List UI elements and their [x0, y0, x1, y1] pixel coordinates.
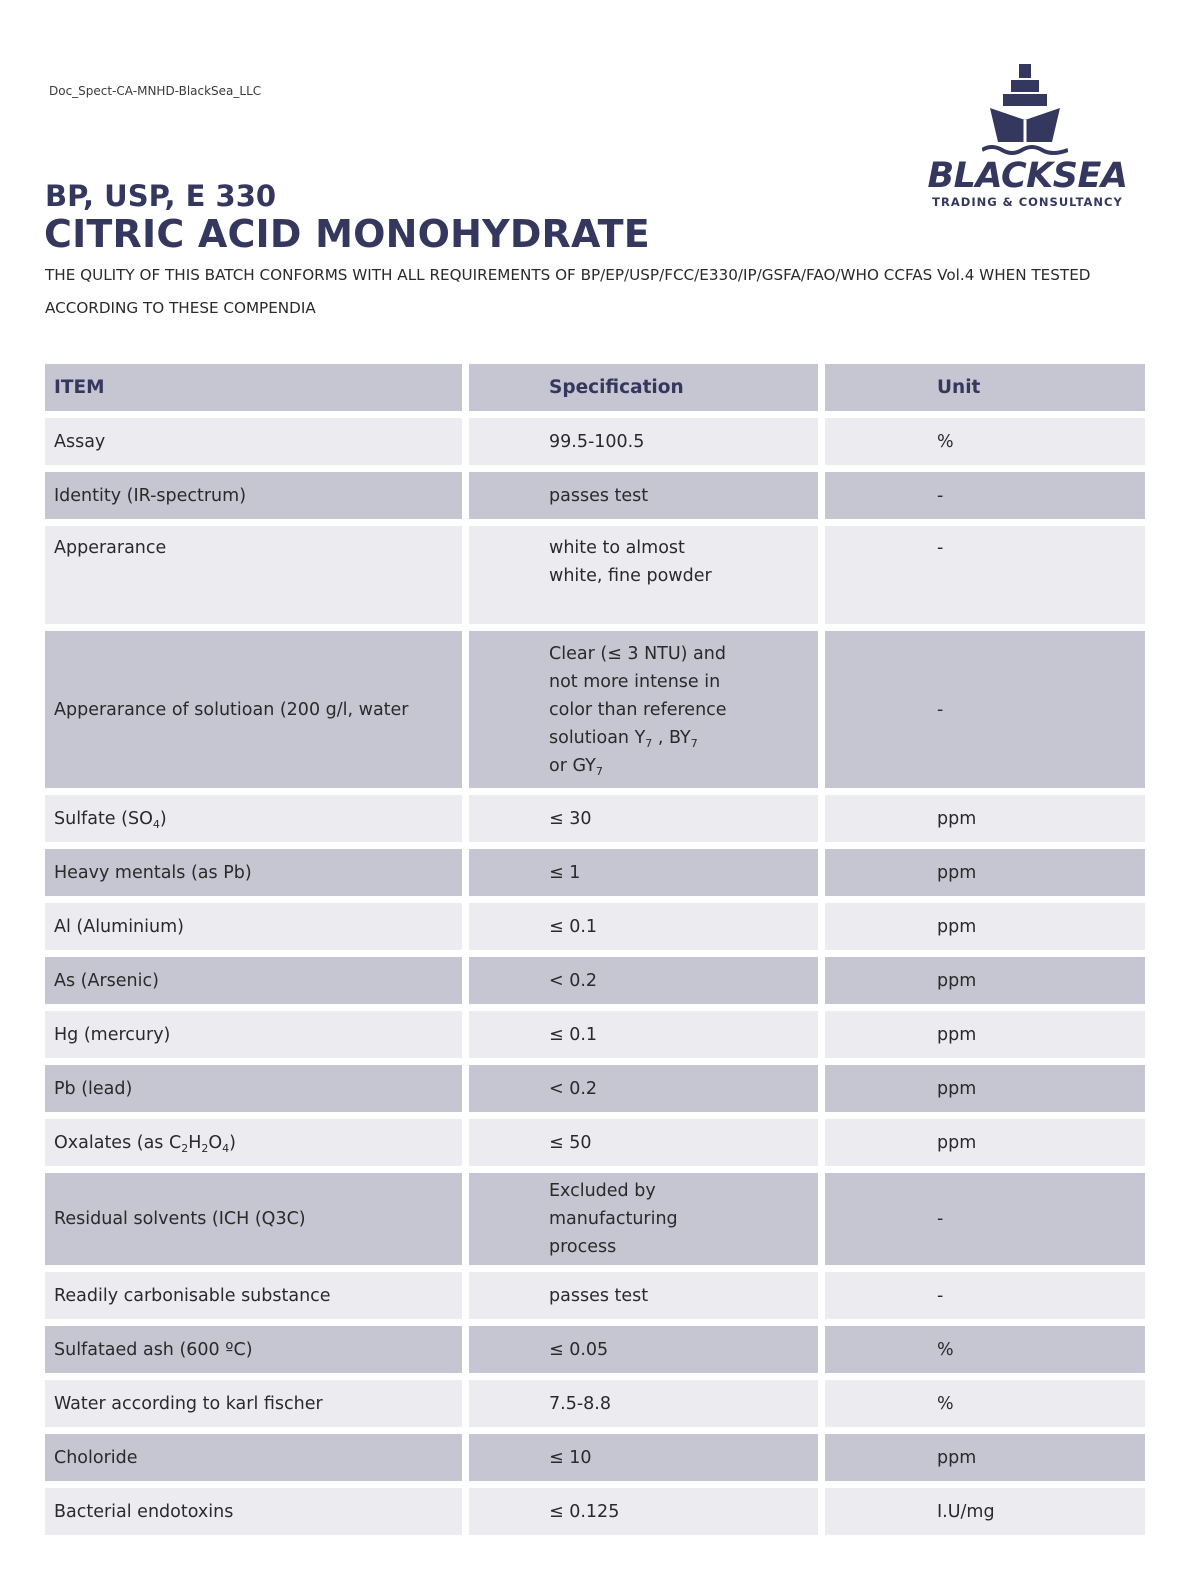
unit-cell: ppm — [825, 957, 1145, 1004]
item-cell: Water according to karl fischer — [45, 1380, 462, 1427]
specification-cell: passes test — [469, 1272, 818, 1319]
table-row — [45, 849, 1145, 896]
logo-brand-name: BLACKSEA — [927, 156, 1128, 196]
conformance-statement: THE QULITY OF THIS BATCH CONFORMS WITH ALL REQUIREMENTS OF BP/EP/USP/FCC/E330/IP/GSFA/FAO/WHO CCFAS Vol.4 WHEN TESTED ACCORDING TO THESE COMPENDIA — [45, 266, 1091, 317]
item-cell: Readily carbonisable substance — [45, 1272, 462, 1319]
table-row — [45, 526, 1145, 624]
table-row — [45, 418, 1145, 465]
specification-cell: Clear (≤ 3 NTU) and not more intense in color than reference solutioan $Y_7$ , $BY_7$ or $GY_7$ — [469, 631, 818, 788]
unit-cell: ppm — [825, 1119, 1145, 1166]
unit-cell: - — [825, 631, 1145, 788]
table-row — [45, 472, 1145, 519]
specification-cell: ≤ 0.1 — [469, 1011, 818, 1058]
specification-cell: ≤ 0.05 — [469, 1326, 818, 1373]
table-header-row — [45, 364, 1145, 411]
table-body — [45, 418, 1145, 1535]
item-cell: Bacterial endotoxins — [45, 1488, 462, 1535]
logo-tagline: TRADING & CONSULTANCY — [932, 195, 1123, 209]
product-standards: BP, USP, E 330 — [45, 179, 277, 213]
item-cell: Heavy mentals (as Pb) — [45, 849, 462, 896]
unit-cell: ppm — [825, 1434, 1145, 1481]
item-cell: Pb (lead) — [45, 1065, 462, 1112]
table-row — [45, 1119, 1145, 1166]
unit-cell: - — [825, 526, 1145, 624]
table-row — [45, 1434, 1145, 1481]
specification-cell: ≤ 1 — [469, 849, 818, 896]
item-cell: Identity (IR-spectrum) — [45, 472, 462, 519]
ship-icon — [982, 62, 1068, 158]
table-row — [45, 1011, 1145, 1058]
item-cell: Sulfataed ash (600 ºC) — [45, 1326, 462, 1373]
unit-cell: - — [825, 1173, 1145, 1265]
specification-cell: ≤ 10 — [469, 1434, 818, 1481]
item-cell: Al (Aluminium) — [45, 903, 462, 950]
header-item: ITEM — [45, 364, 462, 411]
specification-cell: 7.5-8.8 — [469, 1380, 818, 1427]
header-specification: Specification — [469, 364, 818, 411]
table-row — [45, 795, 1145, 842]
unit-cell: % — [825, 1326, 1145, 1373]
item-cell: Hg (mercury) — [45, 1011, 462, 1058]
item-cell: As (Arsenic) — [45, 957, 462, 1004]
item-cell: Assay — [45, 418, 462, 465]
unit-cell: ppm — [825, 849, 1145, 896]
specification-cell: ≤ 30 — [469, 795, 818, 842]
table-row — [45, 1065, 1145, 1112]
unit-cell: ppm — [825, 903, 1145, 950]
table-row — [45, 1272, 1145, 1319]
product-title: CITRIC ACID MONOHYDRATE — [44, 212, 650, 256]
item-cell: Apperarance — [45, 526, 462, 624]
item-cell: Oxalates (as $C_2H_2O_4$) — [45, 1119, 462, 1166]
table-row — [45, 1380, 1145, 1427]
unit-cell: ppm — [825, 795, 1145, 842]
company-logo — [920, 62, 1135, 214]
table-row — [45, 631, 1145, 788]
unit-cell: ppm — [825, 1011, 1145, 1058]
specification-cell: passes test — [469, 472, 818, 519]
specification-cell: < 0.2 — [469, 957, 818, 1004]
specification-cell: Excluded by manufacturing process — [469, 1173, 818, 1265]
specification-cell: ≤ 50 — [469, 1119, 818, 1166]
specification-cell: white to almost white, fine powder — [469, 526, 818, 624]
header-unit: Unit — [825, 364, 1145, 411]
unit-cell: ppm — [825, 1065, 1145, 1112]
specification-cell: < 0.2 — [469, 1065, 818, 1112]
specification-table — [45, 364, 1145, 1542]
table-row — [45, 957, 1145, 1004]
table-row — [45, 1488, 1145, 1535]
item-cell: Residual solvents (ICH (Q3C) — [45, 1173, 462, 1265]
table-row — [45, 1173, 1145, 1265]
specification-cell: ≤ 0.1 — [469, 903, 818, 950]
item-cell: Sulfate $(SO_4)$ — [45, 795, 462, 842]
unit-cell: I.U/mg — [825, 1488, 1145, 1535]
unit-cell: % — [825, 1380, 1145, 1427]
document-code: Doc_Spect-CA-MNHD-BlackSea_LLC — [49, 84, 262, 98]
table-row — [45, 1326, 1145, 1373]
unit-cell: - — [825, 472, 1145, 519]
item-cell: Apperarance of solutioan (200 g/l, water — [45, 631, 462, 788]
unit-cell: % — [825, 418, 1145, 465]
specification-cell: ≤ 0.125 — [469, 1488, 818, 1535]
unit-cell: - — [825, 1272, 1145, 1319]
specification-cell: 99.5-100.5 — [469, 418, 818, 465]
table-row — [45, 903, 1145, 950]
item-cell: Choloride — [45, 1434, 462, 1481]
